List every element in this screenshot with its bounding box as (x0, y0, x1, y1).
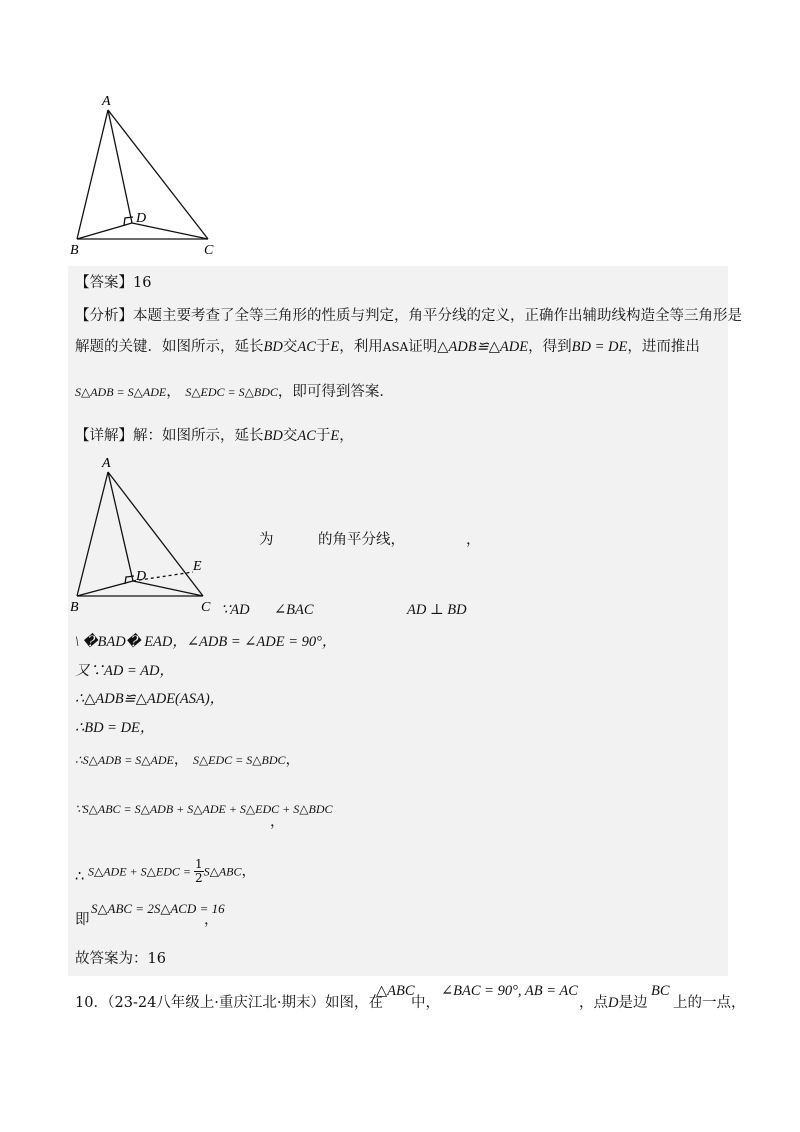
analysis-text-1: 本题主要考查了全等三角形的性质与判定，角平分线的定义，正确作出辅助线构造全等三角形是 (133, 308, 742, 324)
line-congruent: ∴△ADB≌△ADE(ASA)， (75, 691, 225, 707)
math-congruence: △ADB≌△ADE (437, 339, 529, 355)
label-e-2: E (193, 559, 202, 574)
side-text-c: ， (466, 532, 481, 548)
line-ji-end: ， (204, 912, 219, 928)
analysis-line-3 (75, 383, 394, 401)
label-c-2: C (201, 600, 211, 615)
analysis-text-2a: 解题的关键．如图所示，延长 (75, 339, 264, 355)
analysis-label: 【分析】 (75, 308, 133, 324)
detail-text-1c: 交 (282, 428, 298, 444)
math-bd-2: BD (263, 428, 283, 444)
math-s-edc: S△EDC = S△BDC (185, 385, 278, 399)
math-e-2: E (330, 428, 340, 444)
math-s-adb: S△ADB = S△ADE (75, 385, 167, 399)
q10-number: 10． (75, 995, 108, 1011)
line-half (88, 858, 256, 885)
q10-tail-a (579, 994, 647, 1012)
line-area-equal (75, 751, 300, 769)
q10-tail-b-text: 是边 (618, 995, 648, 1011)
line-area-sum-end: ， (270, 814, 285, 830)
triangle-figure-2 (62, 450, 232, 620)
q10-tail-c: 上的一点， (673, 995, 746, 1011)
label-b: B (70, 243, 79, 258)
label-a: A (102, 94, 111, 109)
q10-source: （23-24八年级上·重庆江北·期末）如图，在 (100, 995, 384, 1011)
math-half-right: S△ABC (203, 864, 242, 879)
math-area-sum: ∵S△ABC = S△ADB + S△ADE + S△EDC + S△BDC (75, 802, 333, 816)
label-d-2: D (136, 569, 147, 584)
analysis-text-2e: 于 (315, 339, 331, 355)
label-c: C (204, 243, 214, 258)
q10-point-d: D (608, 995, 619, 1011)
line-bad: \ �BAD� EAD，∠ADB = ∠ADE = 90°， (75, 634, 337, 650)
detail-text-1e: 于 (315, 428, 331, 444)
math-half-left: S△ADE + S△EDC = (88, 864, 194, 879)
analysis-text-3d: ，即可得到答案． (277, 384, 394, 400)
analysis-text-2g: ，利用 (339, 339, 383, 355)
analysis-text-2k: ，得到 (528, 339, 572, 355)
q10-mid: 中， (411, 995, 440, 1011)
triangle-figure-1 (60, 88, 240, 263)
math-bd: BD (263, 339, 283, 355)
comma-4: ， (241, 863, 257, 880)
edge-ab (77, 110, 108, 239)
math-s-adb-ade: ∴S△ADB = S△ADE (75, 753, 174, 767)
answer-tag: 【答案】16 (75, 275, 152, 291)
fraction-denominator: 2 (194, 871, 203, 885)
line-ji-label: 即 (75, 912, 90, 928)
segment-bd (77, 223, 132, 239)
math-asa: ASA (382, 340, 409, 354)
math-s-edc-bdc: S△EDC = S△BDC (192, 753, 286, 767)
detail-text-1a: 【详解】解：如图所示，延长 (75, 428, 264, 444)
edge-ac (108, 110, 208, 239)
label-b-2: B (70, 600, 79, 615)
line-bd-de: ∴BD = DE， (75, 720, 155, 736)
q10-bc: BC (651, 983, 670, 999)
segment-ad (108, 110, 132, 223)
math-ac-2: AC (297, 428, 316, 444)
comma-3: ， (285, 752, 301, 768)
q10-condition: ∠BAC = 90°, AB = AC (441, 983, 578, 999)
fraction-numerator: 1 (194, 857, 203, 871)
analysis-line-2 (75, 338, 700, 356)
analysis-text-2i: 证明 (408, 339, 438, 355)
math-e: E (330, 339, 340, 355)
analysis-line-1 (75, 307, 742, 325)
comma-2: ， (173, 752, 189, 768)
angle-bac: ∠BAC (274, 602, 314, 618)
edge-ab-2 (77, 472, 108, 596)
detail-text-1g: ， (339, 428, 354, 444)
detail-line-1 (75, 427, 354, 445)
final-answer: 故答案为：16 (75, 951, 166, 967)
analysis-text-2m: ，进而推出 (627, 339, 700, 355)
q10-triangle: △ABC (376, 983, 415, 999)
therefore-symbol: ∴ (75, 869, 85, 885)
math-bd-de: BD = DE (571, 339, 628, 355)
line-area-sum (75, 800, 332, 818)
ad-perp-bd: AD ⊥ BD (407, 602, 467, 618)
line-again: 又∵AD = AD， (75, 663, 174, 679)
side-text-b: 的角平分线， (318, 532, 405, 548)
q10-tail-a-text: ，点 (579, 995, 608, 1011)
line-ji-math: S△ABC = 2S△ACD = 16 (91, 901, 225, 916)
label-d: D (136, 211, 147, 226)
analysis-text-2c: 交 (282, 339, 298, 355)
fraction-half (194, 858, 204, 885)
math-ac: AC (297, 339, 316, 355)
comma: ， (166, 384, 181, 400)
label-a-2: A (102, 456, 111, 471)
side-text-a: 为 (259, 532, 274, 548)
because-ad: ∵AD (221, 602, 250, 618)
